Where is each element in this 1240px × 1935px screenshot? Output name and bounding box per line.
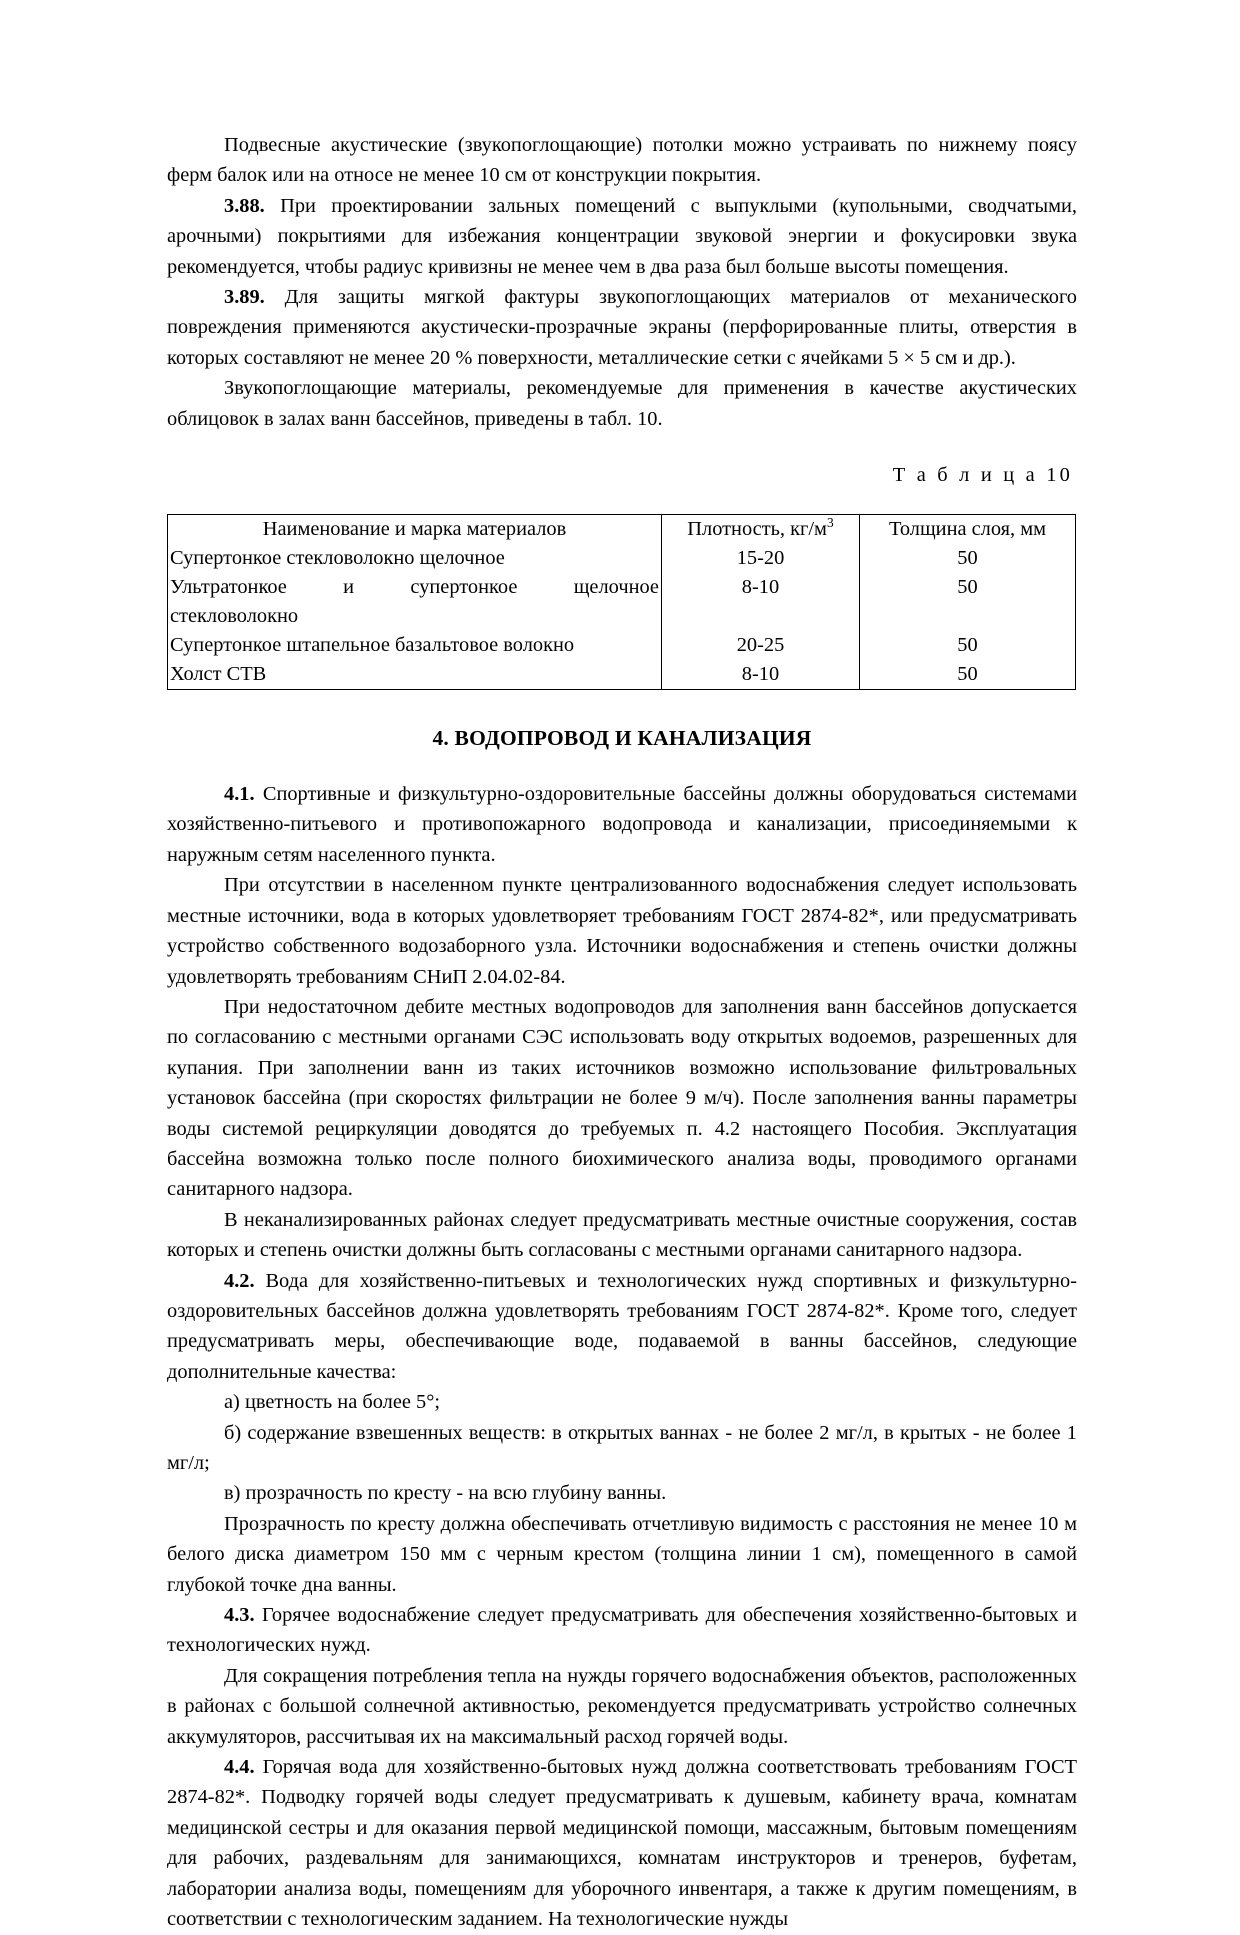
table-cell-thickness: 50 (860, 544, 1076, 573)
table-header-name: Наименование и марка материалов (168, 515, 662, 545)
paragraph-text: Прозрачность по кресту должна обеспечивать отчетливую видимость с расстояния не менее 10 м белого диска диаметром 150 мм с черным крестом (толщина линии 1 см), помещенного в самой глубокой точке дна ванны. (167, 1512, 1077, 1596)
table-row-continuation (168, 602, 1076, 631)
materials-table (167, 514, 1076, 690)
paragraph-text: Для защиты мягкой фактуры звукопоглощающих материалов от механического повреждения применяются акустически-прозрачные экраны (перфорированные плиты, отверстия в которых составляют не менее 20 % поверхности, металлические сетки с ячейками 5 × 5 см и др.). (167, 286, 1077, 369)
paragraph-4-3 (167, 1600, 1077, 1661)
clause-number: 4.4. (224, 1756, 255, 1779)
paragraph-3-88 (167, 191, 1077, 282)
section-title: 4. ВОДОПРОВОД И КАНАЛИЗАЦИЯ (432, 726, 812, 751)
paragraph-low-debit (167, 992, 1077, 1205)
table-cell-density: 8-10 (662, 660, 860, 690)
paragraph-text: Горячая вода для хозяйственно-бытовых нужд должна соответствовать требованиям ГОСТ 2874-82*. Подводку горячей воды следует предусматривать к душевым, кабинету врача, комнатам медицинской сестры и для оказания первой медицинской помощи, массажным, бытовым помещениям для рабочих, раздевальням для занимающихся, комнатам инструкторов и тренеров, буфетам, лаборатории анализа воды, помещениям для уборочного инвентаря, а также к другим помещениям, в соответствии с технологическим заданием. На технологические нужды (167, 1756, 1077, 1931)
table-cell-material-name-wrap: стекловолокно (168, 602, 662, 631)
table-cell-thickness: 50 (860, 631, 1076, 660)
table-cell-material-name-line1: Ультратонкое и супертонкое щелочное (170, 576, 659, 599)
paragraph-no-sewerage (167, 1205, 1077, 1266)
paragraph-ceilings (167, 130, 1077, 191)
intro-section (167, 130, 1077, 434)
table-header-density (662, 515, 860, 545)
paragraph-4-2 (167, 1266, 1077, 1388)
paragraph-text: Горячее водоснабжение следует предусматривать для обеспечения хозяйственно-бытовых и технологических нужд. (167, 1604, 1077, 1657)
table-cell-density: 15-20 (662, 544, 860, 573)
table-row (168, 660, 1076, 690)
clause-number: 3.88. (224, 194, 265, 217)
clause-number: 4.1. (224, 783, 255, 806)
table-cell-thickness: 50 (860, 573, 1076, 602)
paragraph-transparency (167, 1509, 1077, 1600)
list-item-v: в) прозрачность по кресту - на всю глубину ванны. (224, 1482, 667, 1505)
table-cell-material-name: Супертонкое стекловолокно щелочное (168, 544, 662, 573)
paragraph-text: При недостаточном дебите местных водопроводов для заполнения ванн бассейнов допускается по согласованию с местными органами СЭС использовать воду открытых водоемов, разрешенных для купания. При заполнении ванн из таких источников возможно использование фильтровальных установок бассейна (при скоростях фильтрации не более 9 м/ч). После заполнения ванны параметры воды системой рециркуляции доводятся до требуемых п. 4.2 настоящего Пособия. Эксплуатация бассейна возможна только после полного биохимического анализа воды, проводимого органами санитарного надзора. (167, 995, 1077, 1201)
list-item-a: а) цветность на более 5°; (224, 1391, 441, 1414)
paragraph-solar-accumulators (167, 1661, 1077, 1752)
paragraph-text: Звукопоглощающие материалы, рекомендуемые для применения в качестве акустических облицовок в залах ванн бассейнов, приведены в табл. 10. (167, 377, 1077, 430)
paragraph-no-central-supply (167, 870, 1077, 992)
paragraph-materials-reference (167, 373, 1077, 434)
paragraph-text: Спортивные и физкультурно-оздоровительные бассейны должны оборудоваться системами хозяйственно-питьевого и противопожарного водопровода и канализации, присоединяемыми к наружным сетям населенного пункта. (167, 783, 1077, 866)
table-header-density-text: Плотность, кг/м (687, 518, 827, 541)
table-row (168, 544, 1076, 573)
clause-number: 4.2. (224, 1269, 255, 1292)
table-cell-thickness-empty (860, 602, 1076, 631)
paragraph-4-4 (167, 1752, 1077, 1934)
table-cell-material-name: Холст СТВ (168, 660, 662, 690)
table-cell-material-name: Супертонкое штапельное базальтовое волокно (168, 631, 662, 660)
table-caption: Т а б л и ц а 10 (892, 464, 1073, 487)
paragraph-3-89 (167, 282, 1077, 373)
table-header-thickness: Толщина слоя, мм (860, 515, 1076, 545)
clause-number: 4.3. (224, 1604, 255, 1627)
table-cell-material-name (168, 573, 662, 602)
paragraph-text: При проектировании зальных помещений с выпуклыми (купольными, сводчатыми, арочными) покрытиями для избежания концентрации звуковой энергии и фокусировки звука рекомендуется, чтобы радиус кривизны не менее чем в два раза был больше высоты помещения. (167, 194, 1077, 278)
table-row (168, 573, 1076, 602)
table-cell-density: 20-25 (662, 631, 860, 660)
paragraph-text: Вода для хозяйственно-питьевых и технологических нужд спортивных и физкультурно-оздоровительных бассейнов должна удовлетворять требованиям ГОСТ 2874-82*. Кроме того, следует предусматривать меры, обеспечивающие воде, подаваемой в ванны бассейнов, следующие дополнительные качества: (167, 1269, 1077, 1383)
table-cell-thickness: 50 (860, 660, 1076, 690)
table-cell-density-empty (662, 602, 860, 631)
table-cell-density: 8-10 (662, 573, 860, 602)
paragraph-text: В неканализированных районах следует предусматривать местные очистные сооружения, состав которых и степень очистки должны быть согласованы с местными органами санитарного надзора. (167, 1208, 1077, 1262)
table-row (168, 631, 1076, 660)
table-header-row (168, 515, 1076, 545)
table-header-density-exponent: 3 (826, 515, 834, 531)
paragraph-4-1 (167, 779, 1077, 870)
paragraph-text: Подвесные акустические (звукопоглощающие) потолки можно устраивать по нижнему поясу ферм балок или на относе не менее 10 см от конструкции покрытия. (167, 134, 1077, 187)
clause-number: 3.89. (224, 286, 265, 309)
section-body (167, 779, 1077, 1934)
paragraph-text: При отсутствии в населенном пункте централизованного водоснабжения следует использовать местные источники, вода в которых удовлетворяет требованиям ГОСТ 2874-82*, или предусматривать устройство собственного водозаборного узла. Источники водоснабжения и степень очистки должны удовлетворять требованиям СНиП 2.04.02-84. (167, 874, 1077, 988)
list-item-b: б) содержание взвешенных веществ: в открытых ваннах - не более 2 мг/л, в крытых - не более 1 мг/л; (167, 1421, 1077, 1474)
paragraph-text: Для сокращения потребления тепла на нужды горячего водоснабжения объектов, расположенных в районах с большой солнечной активностью, рекомендуется предусматривать устройство солнечных аккумуляторов, рассчитывая их на максимальный расход горячей воды. (167, 1664, 1077, 1748)
